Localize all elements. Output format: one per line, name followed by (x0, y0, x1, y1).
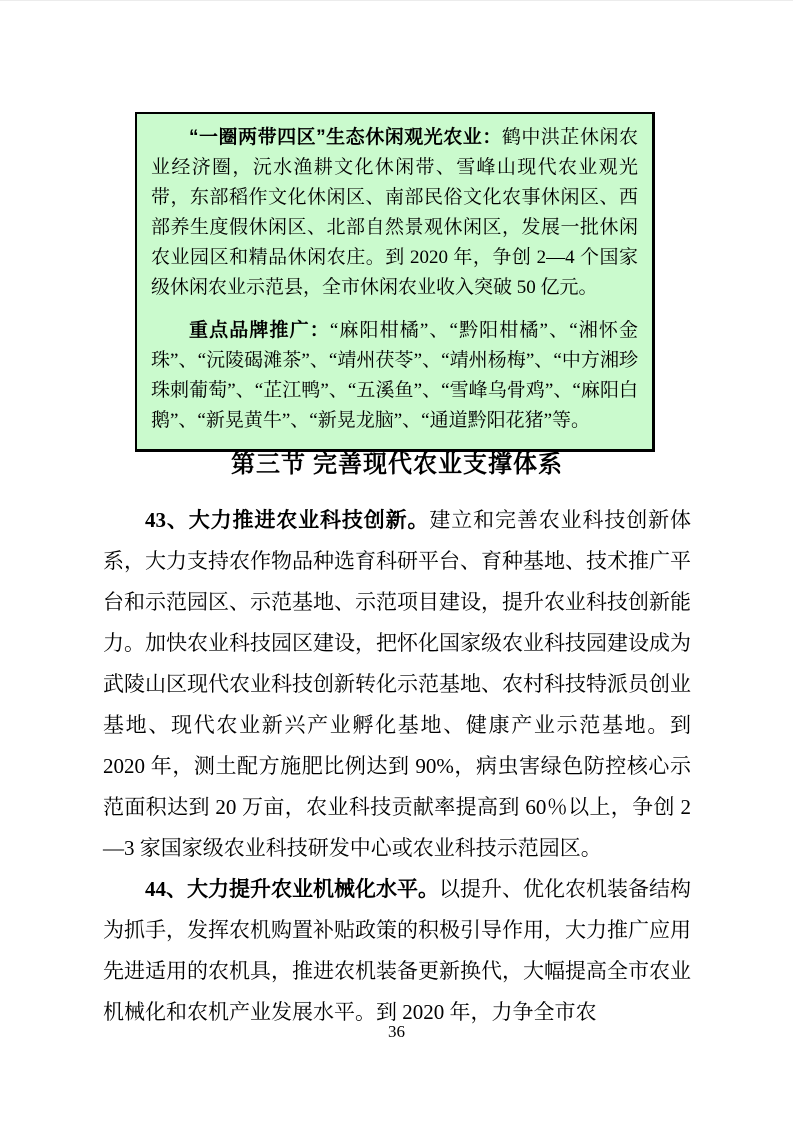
body-text (103, 500, 691, 1033)
callout-paragraph-ecotourism (151, 123, 638, 303)
paragraph-44 (103, 869, 691, 1033)
paragraph-43-body: 建立和完善农业科技创新体系，大力支持农作物品种选育科研平台、育种基地、技术推广平台和示范园区、示范基地、示范项目建设，提升农业科技创新能力。加快农业科技园区建设，把怀化国家级农业科技园建设成为武陵山区现代农业科技创新转化示范基地、农村科技特派员创业基地、现代农业新兴产业孵化基地、健康产业示范基地。到 2020 年，测土配方施肥比例达到 90%，病虫害绿色防控核心示范面积达到 20 万亩，农业科技贡献率提高到 60％以上，争创 2—3 家国家级农业科技研发中心或农业科技示范园区。 (103, 508, 691, 860)
callout-body: 鹤中洪芷休闲农业经济圈，沅水渔耕文化休闲带、雪峰山现代农业观光带，东部稻作文化休闲区、南部民俗文化农事休闲区、西部养生度假休闲区、北部自然景观休闲区，发展一批休闲农业园区和精品休闲农庄。到 2020 年，争创 2—4 个国家级休闲农业示范县，全市休闲农业收入突破 50 亿元。 (151, 127, 638, 298)
paragraph-43-lead: 43、大力推进农业科技创新。 (145, 508, 430, 532)
callout-paragraph-brands (151, 316, 638, 436)
page-number: 36 (388, 1022, 405, 1041)
callout-body: “麻阳柑橘”、“黔阳柑橘”、“湘怀金珠”、“沅陵碣滩茶”、“靖州茯苓”、“靖州杨梅”、“中方湘珍珠刺葡萄”、“芷江鸭”、“五溪鱼”、“雪峰乌骨鸡”、“麻阳白鹅”、“新晃黄牛”、“新晃龙脑”、“通道黔阳花猪”等。 (151, 320, 638, 431)
callout-lead: “一圈两带四区”生态休闲观光农业： (189, 127, 502, 148)
section-heading: 第三节 完善现代农业支撑体系 (231, 452, 563, 478)
paragraph-44-lead: 44、大力提升农业机械化水平。 (145, 877, 439, 901)
callout-box (135, 112, 655, 452)
paragraph-43 (103, 500, 691, 869)
paragraph-44-body: 以提升、优化农机装备结构为抓手，发挥农机购置补贴政策的积极引导作用，大力推广应用先进适用的农机具，推进农机装备更新换代，大幅提高全市农业机械化和农机产业发展水平。到 2020 年，力争全市农 (103, 877, 691, 1024)
callout-lead: 重点品牌推广： (189, 320, 330, 341)
